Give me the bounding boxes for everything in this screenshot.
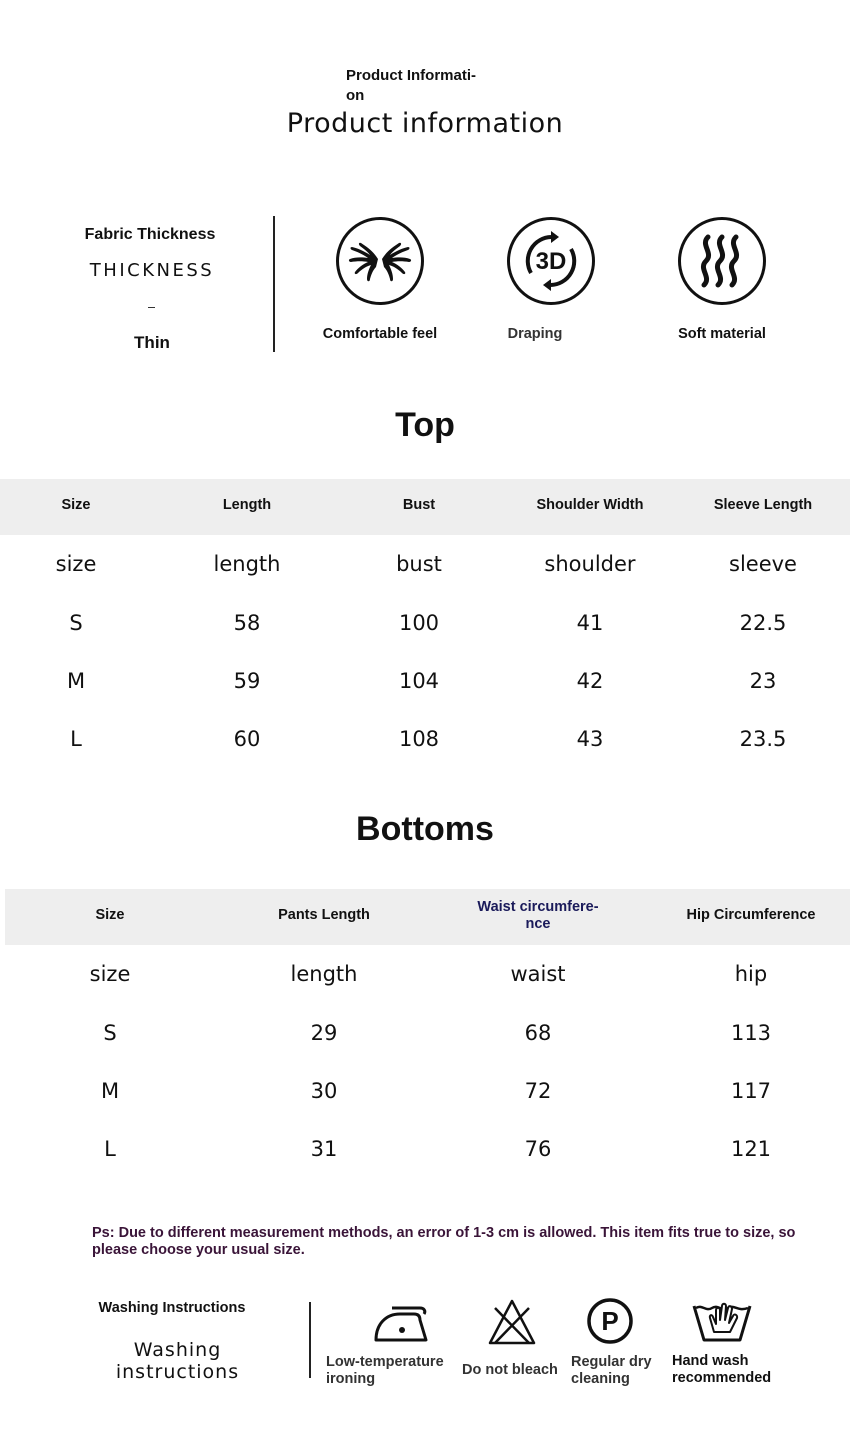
top-header-shoulder: Shoulder Width (536, 497, 644, 513)
hand-wash-icon (692, 1296, 752, 1348)
top-subheader-length: length (213, 552, 281, 576)
bottoms-header-waist: Waist circumfere- nce (477, 899, 599, 932)
top-header-bust: Bust (402, 497, 436, 513)
3d-rotate-icon (507, 217, 595, 305)
top-subheader-sleeve: sleeve (729, 552, 797, 576)
bottoms-subheader-length: length (290, 962, 358, 986)
dry-clean-icon (586, 1297, 634, 1349)
wash-label-dry-clean: Regular dry cleaning (571, 1354, 652, 1387)
feature-label-comfortable: Comfortable feel (322, 326, 438, 342)
table-cell: 113 (730, 1021, 772, 1045)
washing-divider-line (309, 1302, 311, 1378)
iron-icon (370, 1302, 432, 1348)
bottoms-section-title: Bottoms (356, 810, 494, 848)
fabric-divider-line (273, 216, 275, 352)
header-title-large: Product information (286, 108, 564, 139)
table-cell: S (69, 611, 83, 635)
table-cell: 42 (576, 669, 604, 693)
hands-icon (336, 217, 424, 305)
table-cell: 29 (310, 1021, 338, 1045)
no-bleach-icon (487, 1298, 537, 1350)
fabric-thickness-label: Fabric Thickness (84, 226, 216, 243)
fabric-thickness-value: Thin (134, 333, 170, 352)
table-cell: 23.5 (739, 727, 787, 751)
table-cell: L (104, 1137, 116, 1161)
feature-label-draping: Draping (507, 326, 563, 342)
table-cell: 60 (233, 727, 261, 751)
bottoms-header-hip: Hip Circumference (686, 907, 816, 923)
size-note: Ps: Due to different measurement methods, an error of 1-3 cm is allowed. This item fits true to size, so please choose your usual size. (92, 1225, 796, 1258)
top-header-length: Length (222, 497, 272, 513)
svg-text:3D: 3D (535, 248, 567, 275)
bottoms-subheader-waist: waist (510, 962, 566, 986)
table-cell: 117 (730, 1079, 772, 1103)
washing-label: Washing Instructions (98, 1300, 246, 1316)
table-cell: 121 (730, 1137, 772, 1161)
table-cell: 22.5 (739, 611, 787, 635)
table-cell: L (70, 727, 82, 751)
top-section-title: Top (395, 406, 455, 444)
table-cell: 30 (310, 1079, 338, 1103)
soft-waves-icon (678, 217, 766, 305)
table-cell: 43 (576, 727, 604, 751)
table-cell: S (103, 1021, 117, 1045)
fabric-thickness-label-en: THICKNESS (89, 260, 215, 281)
table-cell: 58 (233, 611, 261, 635)
table-cell: 59 (233, 669, 261, 693)
table-cell: 104 (398, 669, 440, 693)
table-cell: 72 (524, 1079, 552, 1103)
table-cell: 108 (398, 727, 440, 751)
top-header-size: Size (61, 497, 91, 513)
washing-label-en: Washing instructions (115, 1339, 240, 1383)
top-subheader-bust: bust (396, 552, 442, 576)
bottoms-header-pants-length: Pants Length (278, 907, 370, 923)
table-cell: 68 (524, 1021, 552, 1045)
top-header-sleeve: Sleeve Length (713, 497, 813, 513)
fabric-thickness-divider (148, 307, 155, 308)
header-title-small: Product Informati- on (346, 67, 476, 104)
feature-label-soft: Soft material (678, 326, 766, 342)
top-subheader-shoulder: shoulder (544, 552, 636, 576)
bottoms-subheader-size: size (89, 962, 131, 986)
table-cell: 23 (749, 669, 777, 693)
bottoms-header-size: Size (95, 907, 125, 923)
wash-label-ironing: Low-temperature ironing (326, 1354, 444, 1387)
wash-label-no-bleach: Do not bleach (462, 1362, 558, 1378)
bottoms-subheader-hip: hip (734, 962, 768, 986)
wash-label-hand-wash: Hand wash recommended (672, 1353, 772, 1386)
table-cell: M (100, 1079, 120, 1103)
table-cell: M (66, 669, 86, 693)
table-cell: 100 (398, 611, 440, 635)
table-cell: 31 (310, 1137, 338, 1161)
svg-text:P: P (601, 1306, 619, 1336)
table-cell: 76 (524, 1137, 552, 1161)
table-cell: 41 (576, 611, 604, 635)
top-subheader-size: size (55, 552, 97, 576)
